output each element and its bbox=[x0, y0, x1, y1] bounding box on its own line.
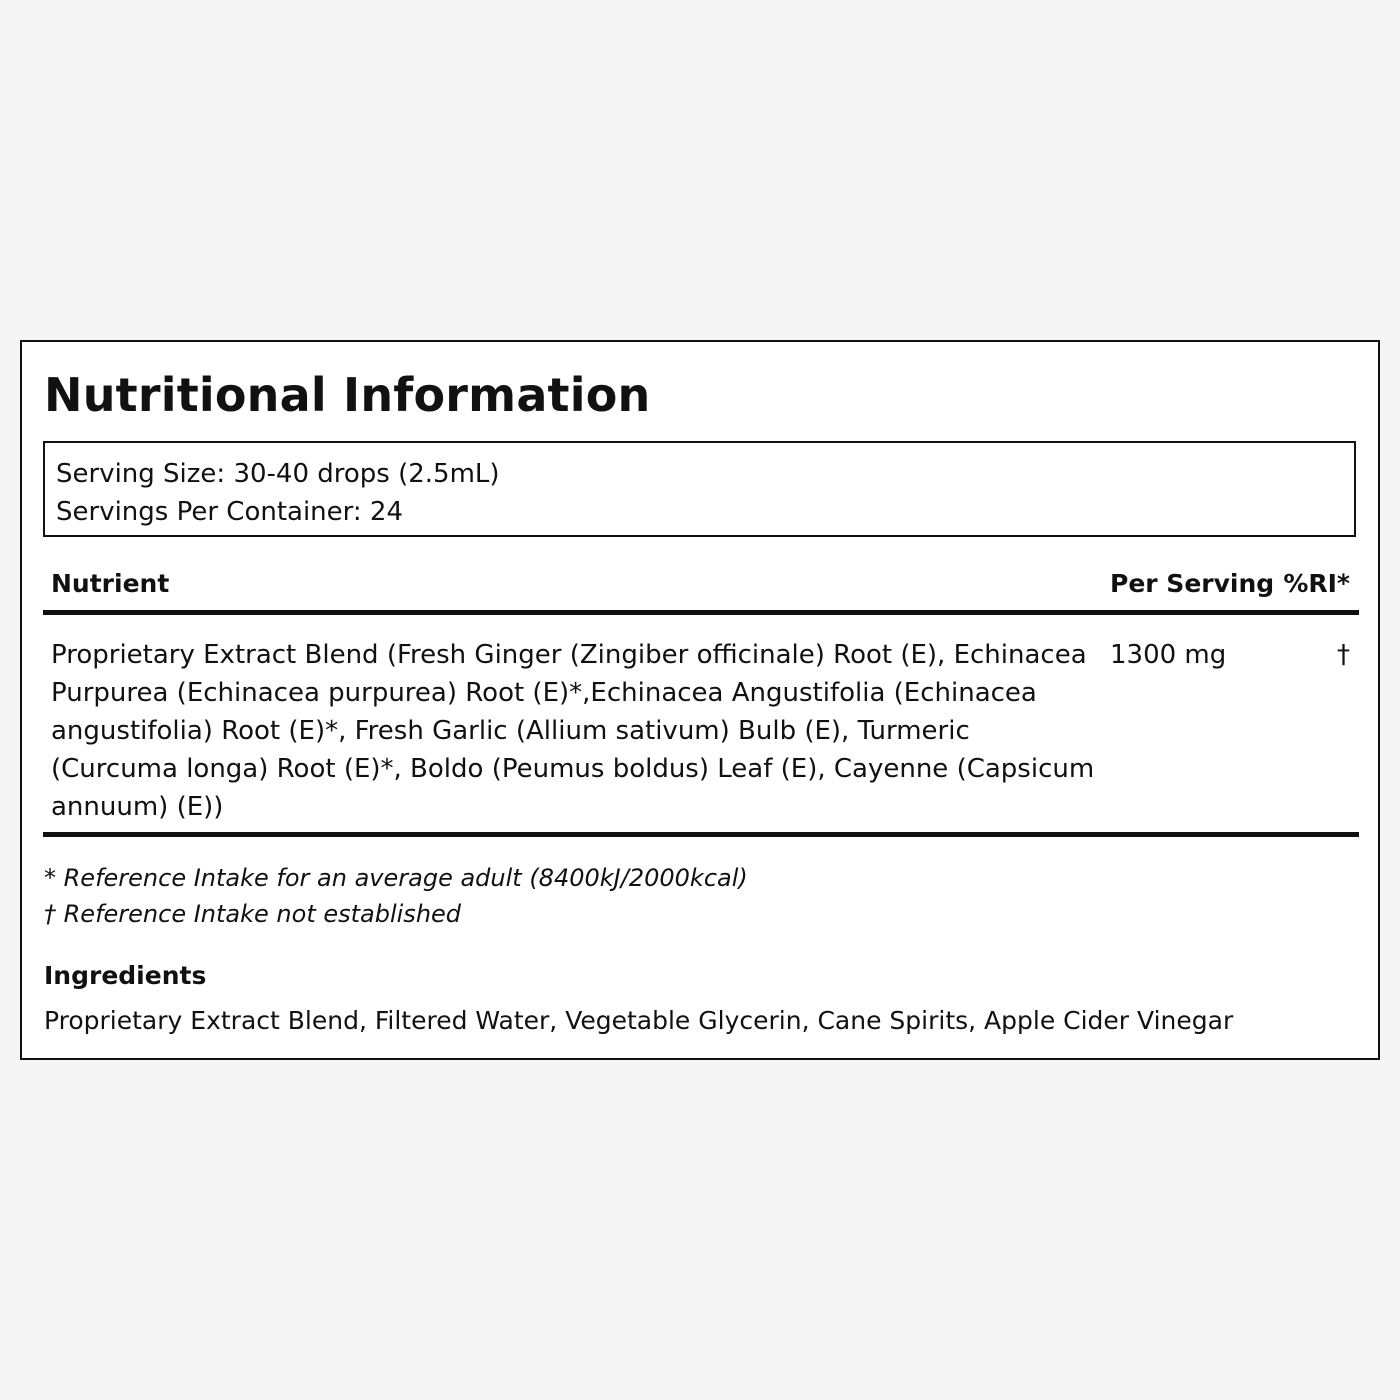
panel-title: Nutritional Information bbox=[44, 368, 651, 422]
serving-size: Serving Size: 30-40 drops (2.5mL) bbox=[56, 459, 500, 489]
footnote-reference-intake: * Reference Intake for an average adult (8400kJ/2000kcal) bbox=[44, 864, 748, 892]
footnote-not-established: † Reference Intake not established bbox=[44, 900, 462, 928]
ingredients-list: Proprietary Extract Blend, Filtered Water, Vegetable Glycerin, Cane Spirits, Apple Cider Vinegar bbox=[44, 1006, 1234, 1035]
servings-per-container: Servings Per Container: 24 bbox=[56, 497, 404, 527]
per-serving-column-header: Per Serving bbox=[1110, 569, 1275, 598]
nutrient-ri: † bbox=[1337, 640, 1350, 670]
ingredients-heading: Ingredients bbox=[44, 961, 207, 990]
nutrient-amount: 1300 mg bbox=[1110, 640, 1227, 670]
table-bottom-divider bbox=[43, 832, 1359, 837]
serving-info-box bbox=[43, 441, 1356, 537]
ri-column-header: %RI* bbox=[1283, 569, 1350, 598]
nutrition-panel bbox=[20, 340, 1380, 1060]
header-divider bbox=[43, 610, 1359, 615]
nutrient-name: Proprietary Extract Blend (Fresh Ginger (Zingiber officinale) Root (E), Echinacea Purpurea (Echinacea purpurea) Root (E)*,Echinacea Angustifolia (Echinacea angustifolia) Root (E)*, Fresh Garlic (Allium sativum) Bulb (E), Turmeric (Curcuma longa) Root (E)*, Boldo (Peumus boldus) Leaf (E), Cayenne (Capsicum annuum) (E)) bbox=[51, 640, 1095, 822]
nutrient-column-header: Nutrient bbox=[51, 569, 170, 598]
